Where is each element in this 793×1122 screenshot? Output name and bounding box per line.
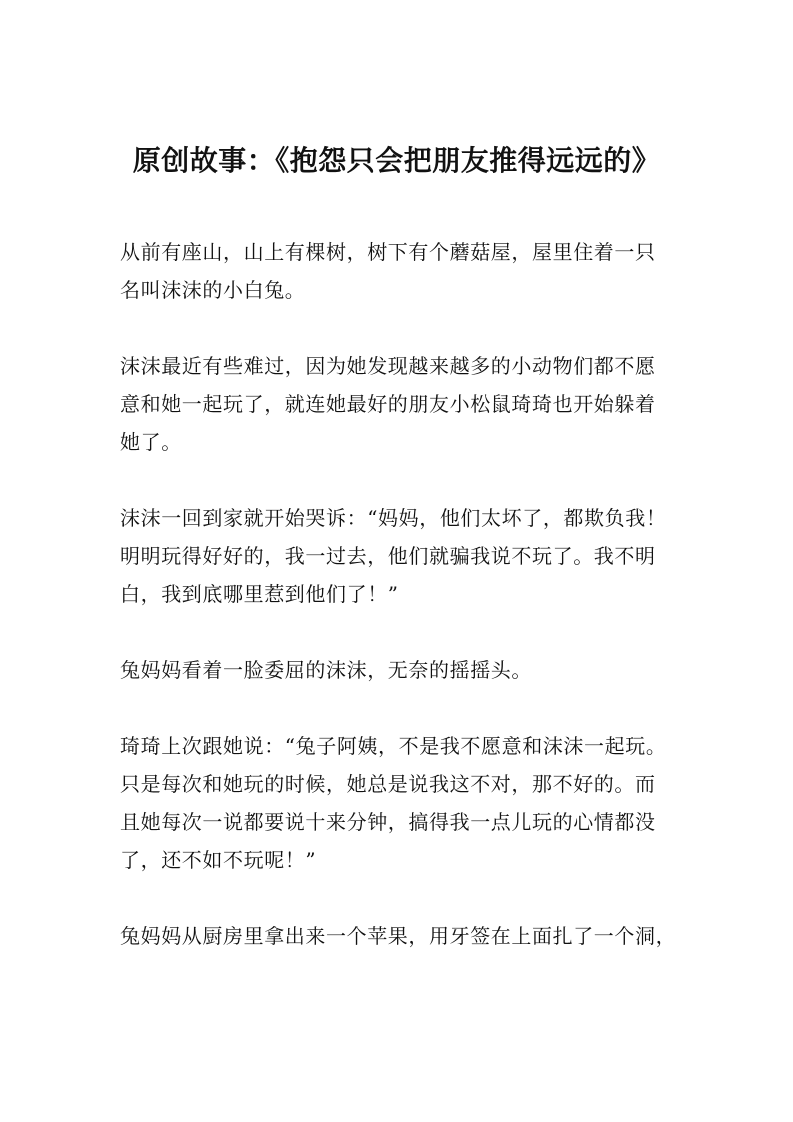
text-line: 从前有座山，山上有棵树，树下有个蘑菇屋，屋里住着一只 <box>120 240 656 264</box>
text-line: 兔妈妈从厨房里拿出来一个苹果，用牙签在上面扎了一个洞， <box>120 924 677 948</box>
text-line: 沫沫最近有些难过，因为她发现越来越多的小动物们都不愿 <box>120 354 656 378</box>
text-line: 沫沫一回到家就开始哭诉：“妈妈，他们太坏了，都欺负我！ <box>120 506 667 530</box>
text-line: 琦琦上次跟她说：“兔子阿姨，不是我不愿意和沫沫一起玩。 <box>120 734 667 758</box>
text-line: 且她每次一说都要说十来分钟，搞得我一点儿玩的心情都没 <box>120 810 656 834</box>
text-line: 了，还不如不玩呢！” <box>120 848 317 872</box>
document-body <box>120 233 680 993</box>
text-line: 明明玩得好好的，我一过去，他们就骗我说不玩了。我不明 <box>120 544 656 568</box>
text-line: 她了。 <box>120 430 182 454</box>
text-line: 名叫沫沫的小白兔。 <box>120 278 306 302</box>
paragraph-3 <box>120 499 680 613</box>
paragraph-5 <box>120 727 680 879</box>
text-line: 意和她一起玩了，就连她最好的朋友小松鼠琦琦也开始躲着 <box>120 392 656 416</box>
paragraph-1 <box>120 233 680 309</box>
text-line: 兔妈妈看着一脸委屈的沫沫，无奈的摇摇头。 <box>120 658 532 682</box>
paragraph-6 <box>120 917 680 955</box>
paragraph-4 <box>120 651 680 689</box>
document-title: 原创故事：《抱怨只会把朋友推得远远的》 <box>132 143 661 177</box>
paragraph-2 <box>120 347 680 461</box>
text-line: 只是每次和她玩的时候，她总是说我这不对，那不好的。而 <box>120 772 656 796</box>
text-line: 白，我到底哪里惹到他们了！” <box>120 582 399 606</box>
